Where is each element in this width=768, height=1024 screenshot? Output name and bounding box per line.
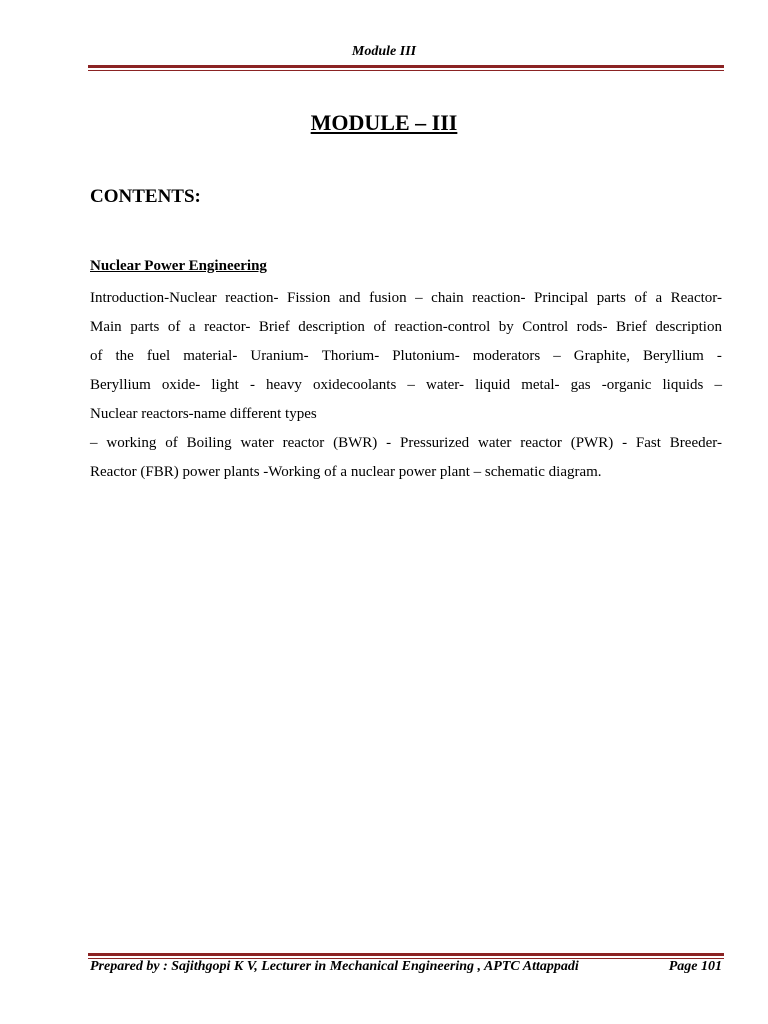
syllabus-word: fuel xyxy=(146,348,171,364)
running-header: Module III xyxy=(351,44,417,59)
syllabus-word: working xyxy=(106,435,157,451)
syllabus-word: a xyxy=(655,290,663,306)
syllabus-line xyxy=(90,429,722,458)
syllabus-word: light xyxy=(211,377,239,393)
syllabus-word: Uranium- xyxy=(250,348,309,364)
syllabus-word: parts xyxy=(596,290,626,306)
syllabus-word: chain xyxy=(431,290,464,306)
syllabus-word: of xyxy=(165,435,178,451)
syllabus-word: heavy xyxy=(266,377,302,393)
syllabus-word: parts xyxy=(130,319,160,335)
syllabus-line: Reactor (FBR) power plants -Working of a nuclear power plant – schematic diagram. xyxy=(90,464,602,480)
syllabus-word: – xyxy=(714,377,722,393)
syllabus-word: Introduction-Nuclear xyxy=(90,290,217,306)
syllabus-word: Fission xyxy=(287,290,331,306)
syllabus-word: moderators xyxy=(472,348,541,364)
syllabus-line: Nuclear reactors-name different types xyxy=(90,406,317,422)
syllabus-word: reaction- xyxy=(472,290,526,306)
page-footer xyxy=(90,959,722,975)
syllabus-word: oxide- xyxy=(161,377,201,393)
syllabus-word: – xyxy=(553,348,561,364)
syllabus-line xyxy=(90,313,722,342)
syllabus-word: - xyxy=(249,377,255,393)
syllabus-word: Brief xyxy=(615,319,647,335)
syllabus-word: - xyxy=(622,435,628,451)
syllabus-word: reactor xyxy=(282,435,325,451)
syllabus-word: of xyxy=(634,290,647,306)
syllabus-word: Fast xyxy=(635,435,661,451)
syllabus-word: Boiling xyxy=(186,435,232,451)
syllabus-word: gas xyxy=(570,377,591,393)
syllabus-word: fusion xyxy=(369,290,407,306)
syllabus-word: Reactor- xyxy=(670,290,722,306)
footer-author: Prepared by : Sajithgopi K V, Lecturer in Mechanical Engineering , APTC Attappadi xyxy=(90,959,579,974)
syllabus-word: material- xyxy=(183,348,238,364)
syllabus-word: a xyxy=(188,319,196,335)
syllabus-word: water- xyxy=(425,377,464,393)
contents-heading: CONTENTS: xyxy=(90,186,201,207)
syllabus-word: rods- xyxy=(576,319,608,335)
syllabus-word: Pressurized xyxy=(400,435,470,451)
header-rule xyxy=(88,65,724,71)
syllabus-word: reaction- xyxy=(225,290,279,306)
syllabus-word: liquid xyxy=(475,377,511,393)
syllabus-word: water xyxy=(240,435,274,451)
page-number: Page 101 xyxy=(668,959,722,974)
syllabus-word: – xyxy=(415,290,423,306)
syllabus-word: Thorium- xyxy=(321,348,380,364)
syllabus-word: Breeder- xyxy=(669,435,722,451)
syllabus-word: liquids xyxy=(662,377,704,393)
syllabus-word: description xyxy=(655,319,722,335)
syllabus-word: reaction-control xyxy=(394,319,491,335)
syllabus-word: of xyxy=(90,348,103,364)
syllabus-word: metal- xyxy=(521,377,560,393)
syllabus-paragraph xyxy=(90,284,722,487)
syllabus-word: reactor- xyxy=(204,319,251,335)
syllabus-word: – xyxy=(407,377,415,393)
syllabus-line xyxy=(90,371,722,400)
syllabus-word: Brief xyxy=(258,319,290,335)
syllabus-word: description xyxy=(298,319,365,335)
syllabus-word: - xyxy=(386,435,392,451)
syllabus-word: Plutonium- xyxy=(392,348,460,364)
syllabus-word: Main xyxy=(90,319,122,335)
syllabus-word: (PWR) xyxy=(570,435,614,451)
syllabus-word: reactor xyxy=(520,435,562,451)
syllabus-word: of xyxy=(167,319,181,335)
syllabus-word: Principal xyxy=(534,290,589,306)
syllabus-word: -organic xyxy=(601,377,652,393)
syllabus-word: Graphite, xyxy=(573,348,630,364)
syllabus-word: the xyxy=(115,348,134,364)
syllabus-word: and xyxy=(338,290,361,306)
syllabus-word: – xyxy=(90,435,98,451)
syllabus-word: Beryllium xyxy=(643,348,704,364)
syllabus-word: - xyxy=(716,348,722,364)
syllabus-word: Beryllium xyxy=(90,377,151,393)
syllabus-word: oxidecoolants xyxy=(312,377,397,393)
syllabus-word: by xyxy=(498,319,514,335)
syllabus-line xyxy=(90,342,722,371)
syllabus-line xyxy=(90,284,722,313)
syllabus-word: water xyxy=(478,435,512,451)
section-heading: Nuclear Power Engineering xyxy=(90,258,267,274)
module-title: MODULE – III xyxy=(310,110,458,135)
syllabus-word: (BWR) xyxy=(333,435,378,451)
syllabus-word: of xyxy=(373,319,386,335)
syllabus-word: Control xyxy=(522,319,569,335)
